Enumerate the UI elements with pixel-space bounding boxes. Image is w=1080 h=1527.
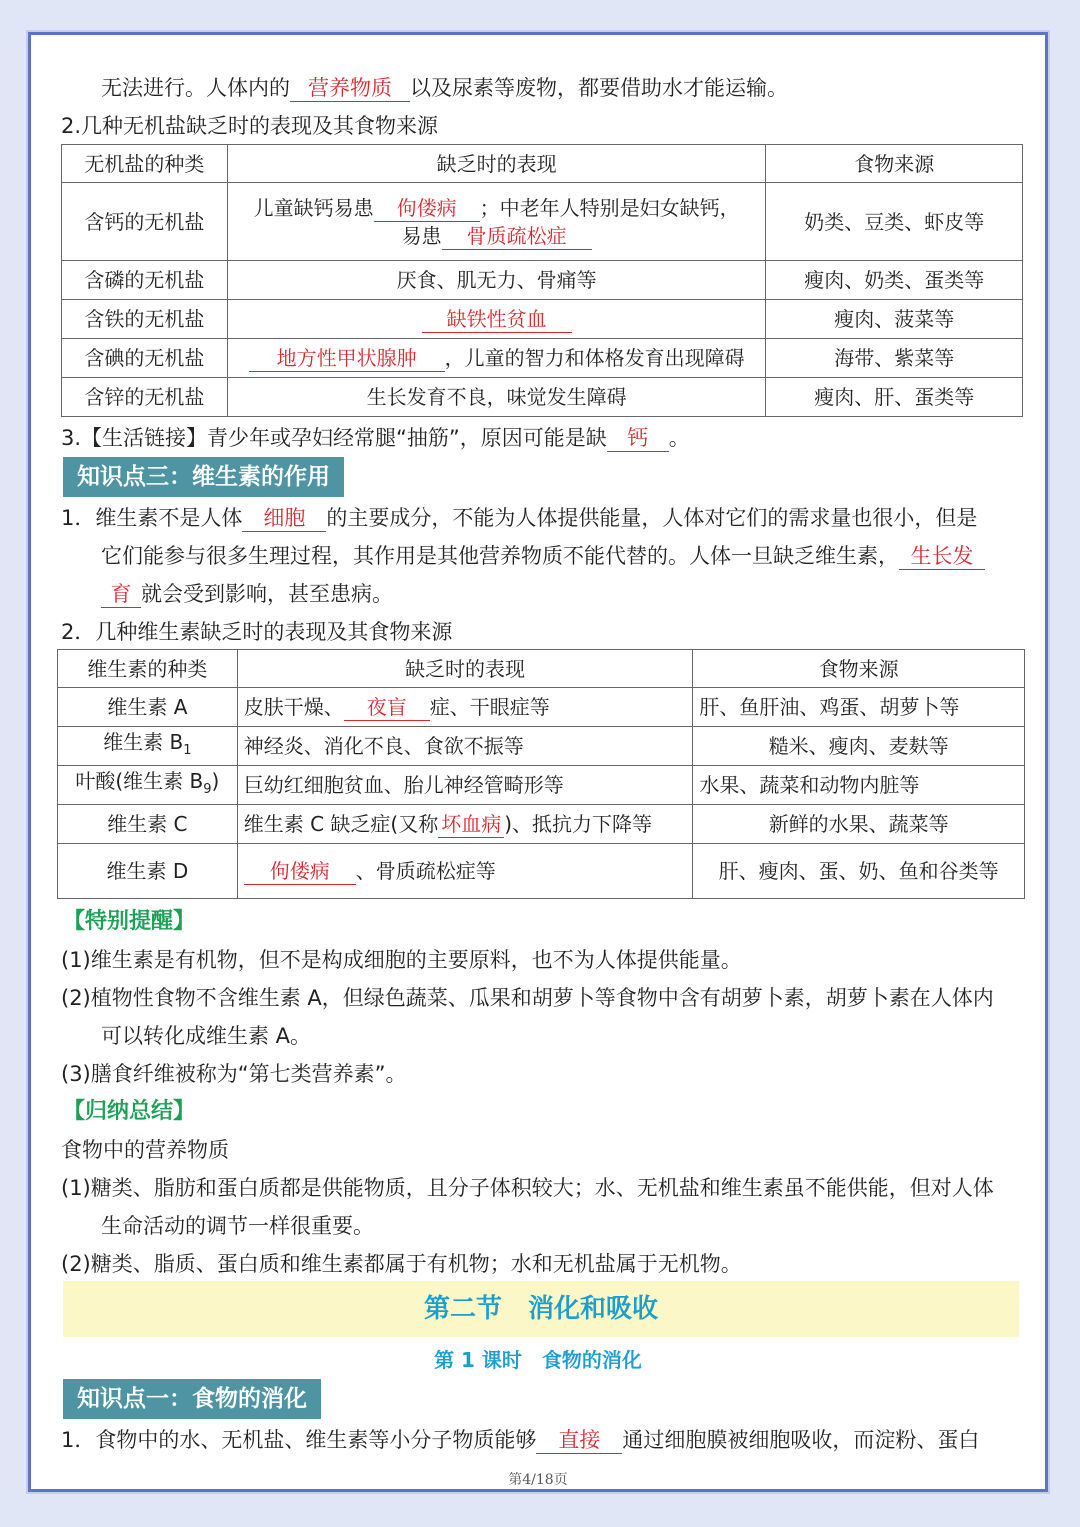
table-header-row: 无机盐的种类 缺乏时的表现 食物来源	[62, 145, 1023, 183]
mineral-table	[61, 144, 1023, 417]
reminder-tag: 【特别提醒】	[63, 909, 196, 934]
vitamin-table	[57, 649, 1025, 899]
table-header-row: 维生素的种类 缺乏时的表现 食物来源	[58, 650, 1025, 688]
table-row: 维生素 D 佝偻病 、骨质疏松症等 肝、瘦肉、蛋、奶、鱼和谷类等	[58, 844, 1025, 899]
answer-blank: 生长发	[899, 543, 985, 570]
answer-blank: 钙	[607, 425, 669, 452]
page-number: 第4/18页	[508, 1472, 568, 1488]
table-row: 维生素 A 皮肤干燥、 夜盲 症、干眼症等 肝、鱼肝油、鸡蛋、胡萝卜等	[58, 688, 1025, 727]
table-row: 叶酸(维生素 $B_9$) 巨幼红细胞贫血、胎儿神经管畸形等 水果、蔬菜和动物内脏等	[58, 766, 1025, 805]
answer-blank: 夜盲	[344, 694, 430, 721]
mineral-heading: 2.几种无机盐缺乏时的表现及其食物来源	[61, 114, 439, 138]
reminder-item: (1)维生素是有机物，但不是构成细胞的主要原料，也不为人体提供能量。	[61, 948, 742, 972]
section-title: 第二节 消化和吸收	[63, 1281, 1019, 1337]
lesson-title: 第 1 课时 食物的消化	[434, 1348, 642, 1372]
kp3-paragraph-line3: 育 就会受到影响，甚至患病。	[101, 579, 393, 609]
kp1-heading: 知识点一：食物的消化	[63, 1379, 321, 1419]
answer-blank: 直接	[536, 1427, 622, 1454]
table-row: 含锌的无机盐 生长发育不良，味觉发生障碍 瘦肉、肝、蛋类等	[62, 378, 1023, 417]
answer-blank: 营养物质	[290, 75, 410, 102]
table-row: 含磷的无机盐 厌食、肌无力、骨痛等 瘦肉、奶类、蛋类等	[62, 261, 1023, 300]
answer-blank: 细胞	[242, 505, 326, 532]
reminder-item-cont: 可以转化成维生素 A。	[101, 1024, 312, 1048]
answer-blank: 地方性甲状腺肿	[249, 345, 445, 372]
reminder-item: (3)膳食纤维被称为“第七类营养素”。	[61, 1062, 407, 1086]
answer-blank: 缺铁性贫血	[422, 306, 572, 333]
summary-item: (1)糖类、脂肪和蛋白质都是供能物质，且分子体积较大；水、无机盐和维生素虽不能供能，但对人体	[61, 1176, 994, 1200]
life-link: 3.【生活链接】青少年或孕妇经常腿“抽筋”，原因可能是缺 钙 。	[61, 426, 690, 450]
table-row: 维生素 C 维生素 C 缺乏症(又称 坏血病 )、抵抗力下降等 新鲜的水果、蔬菜等	[58, 805, 1025, 844]
table-row: 含钙的无机盐 儿童缺钙易患 佝偻病 ；中老年人特别是妇女缺钙， 易患 骨质疏松症 奶类、豆类、虾皮等	[62, 183, 1023, 261]
summary-item: (2)糖类、脂质、蛋白质和维生素都属于有机物；水和无机盐属于无机物。	[61, 1252, 742, 1276]
answer-blank: 佝偻病	[244, 858, 356, 885]
table-row: 含碘的无机盐 地方性甲状腺肿 ，儿童的智力和体格发育出现障碍 海带、紫菜等	[62, 339, 1023, 378]
table-row: 维生素 $B_1$ 神经炎、消化不良、食欲不振等 糙米、瘦肉、麦麸等	[58, 727, 1025, 766]
kp3-paragraph-line2: 它们能参与很多生理过程，其作用是其他营养物质不能代替的。人体一旦缺乏维生素， 生长发	[101, 541, 985, 571]
kp3-paragraph-line1: 1．维生素不是人体 细胞 的主要成分，不能为人体提供能量，人体对它们的需求量也很小，但是	[61, 506, 978, 530]
answer-blank: 佝偻病	[374, 195, 480, 222]
kp3-heading: 知识点三：维生素的作用	[63, 457, 344, 497]
answer-blank: 坏血病	[438, 811, 504, 838]
reminder-item: (2)植物性食物不含维生素 A，但绿色蔬菜、瓜果和胡萝卜等食物中含有胡萝卜素，胡萝卜素在人体内	[61, 986, 994, 1010]
answer-blank: 骨质疏松症	[442, 223, 592, 250]
vitamin-heading: 2．几种维生素缺乏时的表现及其食物来源	[61, 620, 453, 644]
document-page	[28, 32, 1048, 1492]
answer-blank: 育	[101, 581, 141, 608]
paragraph-water: 无法进行。人体内的 营养物质 以及尿素等废物，都要借助水才能运输。	[101, 76, 788, 100]
summary-item-cont: 生命活动的调节一样很重要。	[101, 1214, 374, 1238]
table-row: 含铁的无机盐 缺铁性贫血 瘦肉、菠菜等	[62, 300, 1023, 339]
summary-tag: 【归纳总结】	[63, 1099, 196, 1124]
kp1-paragraph: 1．食物中的水、无机盐、维生素等小分子物质能够 直接 通过细胞膜被细胞吸收，而淀粉、蛋白	[61, 1428, 980, 1452]
summary-intro: 食物中的营养物质	[61, 1138, 229, 1162]
